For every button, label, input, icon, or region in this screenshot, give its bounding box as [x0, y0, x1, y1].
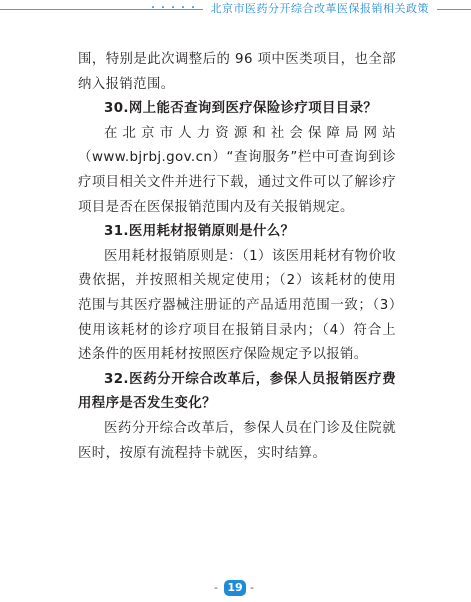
- page-footer: [0, 580, 471, 598]
- question-31: 31.医用耗材报销原则是什么？: [104, 224, 295, 240]
- question-32: 32.医药分开综合改革后，参保人员报销医疗费用程序是否发生变化？: [78, 371, 396, 412]
- answer-32: 医药分开综合改革后，参保人员在门诊及住院就医时，按原有流程持卡就医，实时结算。: [78, 420, 396, 461]
- question-30: 30.网上能否查询到医疗保险诊疗项目目录？: [104, 101, 378, 117]
- header-dots-left: ・・・・・: [148, 3, 198, 14]
- header-title: 北京市医药分开综合改革医保报销相关政策: [203, 1, 438, 17]
- answer-30: 在北京市人力资源和社会保障局网站（www.bjrbj.gov.cn）“查询服务”栏中可查询到诊疗项目相关文件并进行下载，通过文件可以了解诊疗项目是否在医保报销范围内及有关报销规定。: [78, 125, 396, 215]
- page-number: 19: [224, 580, 246, 596]
- page-body: [78, 48, 396, 466]
- footer-dash-right: -: [250, 581, 254, 594]
- footer-dash-left: -: [214, 581, 218, 594]
- paragraph-continued: 围，特别是此次调整后的 96 项中医类项目，也全部纳入报销范围。: [78, 52, 396, 92]
- answer-31: 医用耗材报销原则是：（1）该医用耗材有物价收费依据，并按照相关规定使用；（2）该耗材的使用范围与其医疗器械注册证的产品适用范围一致；（3）使用该耗材的诊疗项目在报销目录内；（4）符合上述条件的医用耗材按照医疗保险规定予以报销。: [78, 248, 396, 363]
- running-header: [0, 0, 471, 18]
